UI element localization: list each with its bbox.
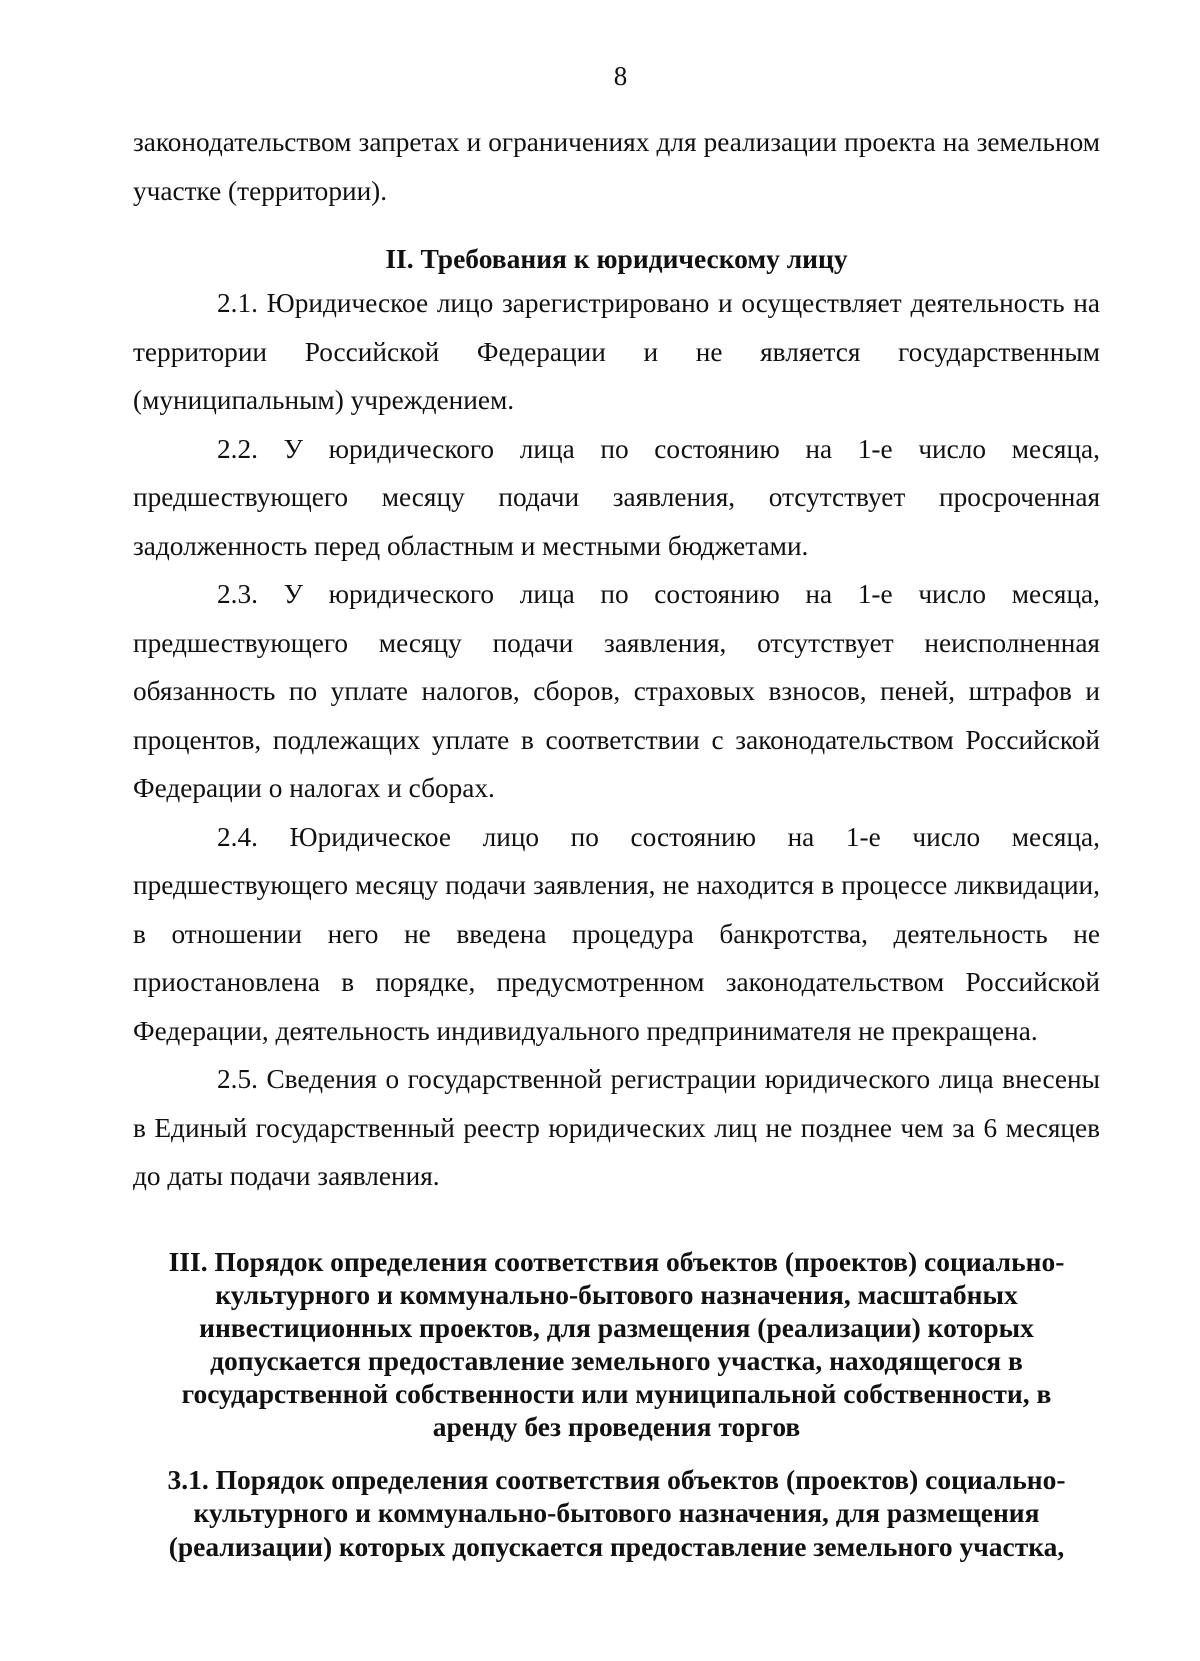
section-2-heading: II. Требования к юридическому лицу bbox=[385, 243, 848, 274]
section-3-heading: III. Порядок определения соответствия объектов (проектов) социально-культурного и коммунально-бытового назначения, масштабных инвестиционных проектов, для размещения (реализации) которых допускается предоставление земельного участка, находящегося в государственной собственности или муниципальной собственности, в аренду без проведения торгов bbox=[168, 1245, 1065, 1442]
paragraph-2-1: 2.1. Юридическое лицо зарегистрировано и осуществляет деятельность на территории Российской Федерации и не является государственным (муниципальным) учреждением. bbox=[133, 288, 1100, 415]
paragraph-2-3: 2.3. У юридического лица по состоянию на 1-е число месяца, предшествующего месяцу подачи заявления, отсутствует неисполненная обязанность по уплате налогов, сборов, страховых взносов, пеней, штрафов и процентов, подлежащих уплате в соответствии с законодательством Российской Федерации о налогах и сборах. bbox=[133, 579, 1100, 803]
paragraph-2-2: 2.2. У юридического лица по состоянию на 1-е число месяца, предшествующего месяцу подачи заявления, отсутствует просроченная задолженность перед областным и местными бюджетами. bbox=[133, 433, 1100, 561]
document-body bbox=[133, 118, 1100, 1563]
document-page bbox=[133, 0, 1100, 1661]
page-number: 8 bbox=[613, 61, 628, 91]
paragraph-2-5: 2.5. Сведения о государственной регистрации юридического лица внесены в Единый государственный реестр юридических лиц не позднее чем за 6 месяцев до даты подачи заявления. bbox=[133, 1064, 1100, 1191]
intro-paragraph: законодательством запретах и ограничениях для реализации проекта на земельном участке (территории). bbox=[133, 127, 1100, 206]
paragraph-2-4: 2.4. Юридическое лицо по состоянию на 1-е число месяца, предшествующего месяцу подачи заявления, не находится в процессе ликвидации, в отношении него не введена процедура банкротства, деятельность не приостановлена в порядке, предусмотренном законодательством Российской Федерации, деятельность индивидуального предпринимателя не прекращена. bbox=[133, 821, 1100, 1046]
subsection-3-1-heading: 3.1. Порядок определения соответствия объектов (проектов) социально-культурного и коммунально-бытового назначения, для размещения (реализации) которых допускается предоставление земельного участка, bbox=[167, 1463, 1066, 1562]
